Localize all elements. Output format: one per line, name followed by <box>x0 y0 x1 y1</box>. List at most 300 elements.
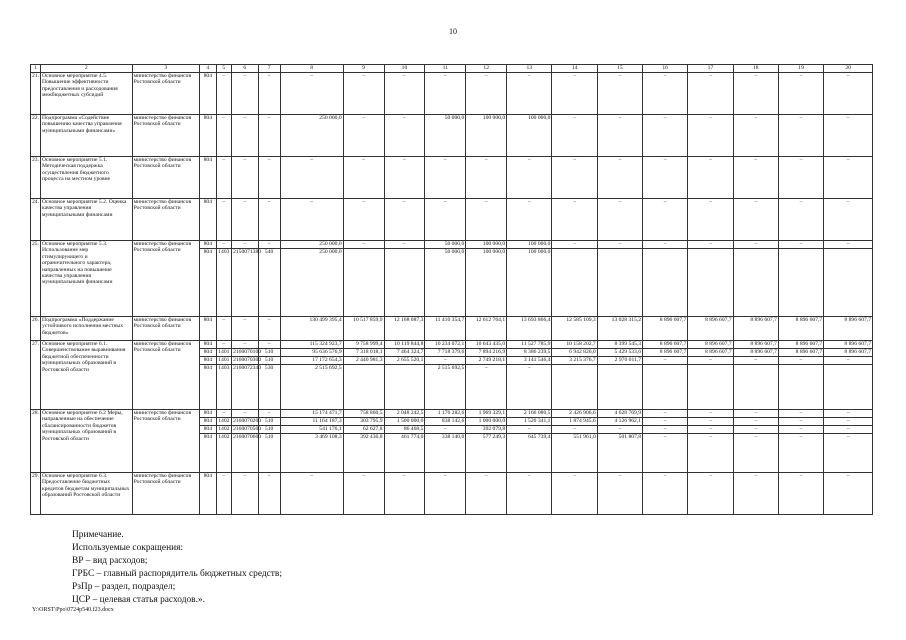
page-number: 10 <box>449 27 457 36</box>
amount-cell: – <box>733 426 778 434</box>
amount-cell: – <box>552 115 597 157</box>
amount-cell: – <box>643 357 688 365</box>
amount-cell: – <box>824 434 873 473</box>
code-cell: – <box>258 410 280 418</box>
amount-cell: – <box>384 241 425 249</box>
amount-cell: – <box>425 73 466 115</box>
amount-cell: 8 896 607,7 <box>733 317 778 341</box>
note-item: ЦСР – целевая статья расходов.». <box>72 595 205 605</box>
amount-cell: 100 000,0 <box>507 241 552 249</box>
amount-cell: 50 000,0 <box>425 241 466 249</box>
amount-cell: 9 758 999,4 <box>343 341 384 349</box>
amount-cell: – <box>778 426 823 434</box>
code-cell: 804 <box>200 349 217 357</box>
amount-cell: 8 896 607,7 <box>643 317 688 341</box>
amount-cell: – <box>466 199 507 241</box>
note-item: РзПр – раздел, подраздел; <box>72 582 176 592</box>
event-name: Подпрограмма «Поддержание устойчивого исполнения местных бюджетов» <box>40 317 132 341</box>
amount-cell: – <box>688 434 733 473</box>
header-cell: 18 <box>733 65 778 73</box>
amount-cell <box>778 365 823 410</box>
amount-cell: 7 318 018,1 <box>343 349 384 357</box>
amount-cell: 10 119 844,8 <box>384 341 425 349</box>
executor: министерство финансов Ростовской области <box>132 157 199 199</box>
event-name: Основное мероприятие 5.3. Использование мер стимулирующего и ограничительного характера, направленных на повышение качества управления муниципальными финансами <box>40 241 132 317</box>
table-row <box>31 341 873 349</box>
amount-cell: 551 961,0 <box>552 434 597 473</box>
amount-cell: – <box>778 357 823 365</box>
amount-cell: 8 399 545,3 <box>597 341 642 349</box>
code-cell: – <box>216 317 231 341</box>
amount-cell <box>778 249 823 317</box>
file-path: Y:\ORST\Ppo\0724p540.f23.docx <box>32 607 114 613</box>
amount-cell: – <box>643 473 688 515</box>
code-cell: 510 <box>258 426 280 434</box>
amount-cell: 2 655 520,1 <box>384 357 425 365</box>
code-cell: 1401 <box>216 357 231 365</box>
amount-cell: – <box>597 199 642 241</box>
amount-cell: 4 126 962,1 <box>597 418 642 426</box>
amount-cell: – <box>733 157 778 199</box>
amount-cell: 100 000,0 <box>466 241 507 249</box>
amount-cell: 15 174 471,7 <box>280 410 343 418</box>
amount-cell: – <box>778 157 823 199</box>
amount-cell: – <box>597 241 642 249</box>
code-cell: 804 <box>200 341 217 349</box>
amount-cell: – <box>824 115 873 157</box>
amount-cell: – <box>280 473 343 515</box>
row-number: 28. <box>31 410 41 473</box>
code-cell: 804 <box>200 241 217 249</box>
amount-cell: 4 628 769,9 <box>597 410 642 418</box>
event-name: Основное мероприятие 4.5. Повышение эффективности предоставления и расходования межбюджетных субсидий <box>40 73 132 115</box>
amount-cell: 100 000,0 <box>507 115 552 157</box>
code-cell: 2160070500 <box>233 426 262 432</box>
header-cell: 6 <box>232 65 259 73</box>
row-number: 27. <box>31 341 41 410</box>
amount-cell: – <box>733 434 778 473</box>
amount-cell: – <box>733 73 778 115</box>
header-cell: 3 <box>132 65 199 73</box>
code-cell: 804 <box>200 365 217 410</box>
amount-cell: – <box>384 115 425 157</box>
row-number: 21. <box>31 73 41 115</box>
amount-cell: 250 000,0 <box>280 241 343 249</box>
executor: министерство финансов Ростовской области <box>132 241 199 317</box>
code-cell: – <box>258 473 280 515</box>
amount-cell: – <box>778 434 823 473</box>
code-cell: 2150071380 <box>232 249 259 317</box>
amount-cell: 541 176,1 <box>280 426 343 434</box>
amount-cell: 11 164 187,3 <box>280 418 343 426</box>
header-cell: 19 <box>778 65 823 73</box>
code-cell: – <box>232 410 259 418</box>
code-cell: – <box>232 241 259 249</box>
amount-cell: 303 795,9 <box>343 418 384 426</box>
amount-cell: – <box>466 73 507 115</box>
amount-cell: – <box>643 410 688 418</box>
amount-cell: 6 942 826,0 <box>552 349 597 357</box>
header-cell: 20 <box>824 65 873 73</box>
amount-cell: 115 324 923,7 <box>280 341 343 349</box>
amount-cell: – <box>597 73 642 115</box>
amount-cell: 645 739,4 <box>507 434 552 473</box>
code-cell: 2160070300 <box>233 357 262 363</box>
amount-cell: 392 436,8 <box>343 434 384 473</box>
event-name: Основное мероприятие 5.2. Оценка качества управления муниципальными финансами <box>40 199 132 241</box>
notes-subtitle: Используемые сокращения: <box>72 543 184 553</box>
header-cell: 15 <box>597 65 642 73</box>
code-cell: 804 <box>200 426 217 434</box>
amount-cell: – <box>343 157 384 199</box>
amount-cell: – <box>778 473 823 515</box>
code-cell: – <box>258 73 280 115</box>
amount-cell: – <box>597 157 642 199</box>
amount-cell: 7 464 324,7 <box>384 349 425 357</box>
code-cell: 804 <box>200 317 217 341</box>
code-cell: 1403 <box>216 365 231 410</box>
amount-cell: – <box>280 73 343 115</box>
note-item: ГРБС – главный распорядитель бюджетных средств; <box>72 569 282 579</box>
amount-cell: – <box>552 199 597 241</box>
row-number: 22. <box>31 115 41 157</box>
code-cell: 804 <box>200 157 217 199</box>
amount-cell: – <box>643 241 688 249</box>
code-cell: 1402 <box>216 426 231 434</box>
code-cell: 804 <box>200 434 217 473</box>
header-cell: 7 <box>258 65 280 73</box>
amount-cell: – <box>643 199 688 241</box>
amount-cell: – <box>552 73 597 115</box>
amount-cell: – <box>733 418 778 426</box>
table-row <box>31 241 873 249</box>
amount-cell: 8 896 607,7 <box>733 341 778 349</box>
amount-cell <box>733 365 778 410</box>
code-cell: – <box>216 73 231 115</box>
amount-cell: 12 168 087,3 <box>384 317 425 341</box>
amount-cell: 250 000,0 <box>280 249 343 317</box>
executor: министерство финансов Ростовской области <box>132 115 199 157</box>
amount-cell: – <box>552 157 597 199</box>
code-cell: – <box>258 199 280 241</box>
code-cell: 804 <box>200 115 217 157</box>
code-cell: 1401 <box>216 349 231 357</box>
code-cell: 510 <box>258 357 280 365</box>
amount-cell: – <box>466 157 507 199</box>
amount-cell: 2 440 981,3 <box>343 357 384 365</box>
header-cell: 17 <box>688 65 733 73</box>
amount-cell: – <box>552 426 597 434</box>
code-cell: – <box>216 199 231 241</box>
amount-cell: 2 426 906,6 <box>552 410 597 418</box>
event-name: Основное мероприятие 5.1. Методическая поддержка осуществления бюджетного процесса на местном уровне <box>40 157 132 199</box>
amount-cell: – <box>824 241 873 249</box>
note-item: ВР – вид расходов; <box>72 556 148 566</box>
amount-cell: 86 468,5 <box>384 426 425 434</box>
amount-cell: – <box>597 115 642 157</box>
amount-cell: – <box>824 157 873 199</box>
amount-cell: 1 500 000,0 <box>384 418 425 426</box>
amount-cell: 2 048 242,5 <box>384 410 425 418</box>
amount-cell: – <box>280 157 343 199</box>
code-cell: 804 <box>200 418 217 426</box>
code-cell: 804 <box>200 357 217 365</box>
amount-cell: 100 000,0 <box>466 115 507 157</box>
code-cell: 510 <box>258 418 280 426</box>
amount-cell <box>343 249 384 317</box>
amount-cell: – <box>552 473 597 515</box>
amount-cell: – <box>643 418 688 426</box>
amount-cell: – <box>384 473 425 515</box>
amount-cell <box>343 365 384 410</box>
amount-cell: – <box>824 418 873 426</box>
amount-cell: – <box>733 241 778 249</box>
code-cell: 530 <box>258 365 280 410</box>
header-cell: 5 <box>216 65 231 73</box>
amount-cell: 392 079,8 <box>466 426 507 434</box>
amount-cell: 8 896 607,7 <box>824 317 873 341</box>
amount-cell: – <box>688 73 733 115</box>
budget-table <box>30 64 873 515</box>
header-cell: 11 <box>425 65 466 73</box>
amount-cell: 100 000,0 <box>466 249 507 317</box>
amount-cell: – <box>688 426 733 434</box>
code-cell: 804 <box>200 73 217 115</box>
code-cell: – <box>232 199 259 241</box>
amount-cell: 8 896 607,7 <box>824 349 873 357</box>
amount-cell: 11 527 785,9 <box>507 341 552 349</box>
code-cell: 2160070600 <box>232 434 259 473</box>
row-number: 26. <box>31 317 41 341</box>
amount-cell: 3 469 108,3 <box>280 434 343 473</box>
event-name: Подпрограмма «Содействие повышению качества управления муниципальными финансами» <box>40 115 132 157</box>
amount-cell: – <box>425 426 466 434</box>
row-number: 23. <box>31 157 41 199</box>
amount-cell: 8 896 607,7 <box>688 317 733 341</box>
amount-cell: 13 693 866,4 <box>507 317 552 341</box>
amount-cell: 758 860,5 <box>343 410 384 418</box>
amount-cell: – <box>384 199 425 241</box>
amount-cell: – <box>733 199 778 241</box>
amount-cell: – <box>507 365 552 410</box>
amount-cell: – <box>643 115 688 157</box>
amount-cell: – <box>425 199 466 241</box>
header-cell: 4 <box>200 65 217 73</box>
amount-cell: – <box>643 157 688 199</box>
amount-cell: 250 000,0 <box>280 115 343 157</box>
code-cell: 540 <box>258 249 280 317</box>
amount-cell: 8 896 607,7 <box>688 341 733 349</box>
amount-cell: 95 636 576,9 <box>280 349 343 357</box>
amount-cell: 8 896 607,7 <box>733 349 778 357</box>
header-cell: 1 <box>31 65 41 73</box>
amount-cell: 17 172 654,3 <box>280 357 343 365</box>
amount-cell: – <box>688 115 733 157</box>
amount-cell <box>384 249 425 317</box>
amount-cell: – <box>597 426 642 434</box>
amount-cell: – <box>384 157 425 199</box>
amount-cell: 50 000,0 <box>425 249 466 317</box>
executor: министерство финансов Ростовской области <box>132 410 199 473</box>
notes-block <box>72 529 282 607</box>
executor: министерство финансов Ростовской области <box>132 473 199 515</box>
header-cell: 2 <box>40 65 132 73</box>
code-cell: 2160070200 <box>233 418 262 424</box>
code-cell: 804 <box>200 410 217 418</box>
header-cell: 9 <box>343 65 384 73</box>
amount-cell: – <box>688 473 733 515</box>
executor: министерство финансов Ростовской области <box>132 317 199 341</box>
amount-cell: 3 141 546,4 <box>507 357 552 365</box>
amount-cell: 12 612 764,1 <box>466 317 507 341</box>
amount-cell: – <box>507 473 552 515</box>
table-row <box>31 157 873 199</box>
executor: министерство финансов Ростовской области <box>132 199 199 241</box>
event-name: Основное мероприятие 6.2 Меры, направленные на обеспечение сбалансированности бюджетов муниципальных образований в Ростовской области <box>40 410 132 473</box>
amount-cell: – <box>343 241 384 249</box>
amount-cell: – <box>384 73 425 115</box>
code-cell: – <box>258 157 280 199</box>
amount-cell: 8 896 607,7 <box>778 341 823 349</box>
amount-cell: – <box>552 241 597 249</box>
event-name: Основное мероприятие 6.3. Предоставление бюджетных кредитов бюджетам муниципальных образований Ростовской области <box>40 473 132 515</box>
amount-cell: 8 896 607,7 <box>643 341 688 349</box>
amount-cell: – <box>824 410 873 418</box>
code-cell: – <box>232 341 259 349</box>
amount-cell: 8 896 607,7 <box>688 349 733 357</box>
header-cell: 13 <box>507 65 552 73</box>
amount-cell: 100 000,0 <box>507 249 552 317</box>
amount-cell: – <box>778 410 823 418</box>
amount-cell: 10 234 072,1 <box>425 341 466 349</box>
header-cell: 10 <box>384 65 425 73</box>
executor: министерство финансов Ростовской области <box>132 73 199 115</box>
amount-cell: – <box>597 473 642 515</box>
amount-cell: 62 627,8 <box>343 426 384 434</box>
amount-cell: 8 896 607,7 <box>643 349 688 357</box>
code-cell: 804 <box>200 199 217 241</box>
code-cell: 804 <box>200 473 217 515</box>
amount-cell: – <box>778 418 823 426</box>
header-cell: 14 <box>552 65 597 73</box>
amount-cell: – <box>280 199 343 241</box>
amount-cell: 2 166 080,5 <box>507 410 552 418</box>
amount-cell: 50 000,0 <box>425 115 466 157</box>
amount-cell: 338 140,0 <box>425 434 466 473</box>
amount-cell: – <box>643 426 688 434</box>
amount-cell: 11 410 354,7 <box>425 317 466 341</box>
amount-cell: – <box>507 426 552 434</box>
amount-cell <box>824 249 873 317</box>
amount-cell: 12 585 109,3 <box>552 317 597 341</box>
amount-cell: – <box>688 199 733 241</box>
code-cell: – <box>216 341 231 349</box>
table-body <box>31 65 873 515</box>
amount-cell: – <box>466 473 507 515</box>
code-cell: – <box>216 473 231 515</box>
amount-cell: 1 520 341,1 <box>507 418 552 426</box>
amount-cell: 1 874 945,6 <box>552 418 597 426</box>
amount-cell <box>384 365 425 410</box>
amount-cell: – <box>425 473 466 515</box>
amount-cell: 577 249,3 <box>466 434 507 473</box>
amount-cell: – <box>688 357 733 365</box>
amount-cell: 1 176 282,6 <box>425 410 466 418</box>
code-cell: 1403 <box>216 249 231 317</box>
amount-cell: 13 028 315,2 <box>597 317 642 341</box>
amount-cell: – <box>778 199 823 241</box>
amount-cell: – <box>343 73 384 115</box>
code-cell: 1402 <box>216 434 231 473</box>
table-row <box>31 473 873 515</box>
code-cell: 2160070100 <box>233 349 262 355</box>
amount-cell <box>824 365 873 410</box>
amount-cell: 10 517 859,9 <box>343 317 384 341</box>
code-cell: – <box>216 157 231 199</box>
amount-cell: – <box>824 199 873 241</box>
amount-cell: – <box>507 157 552 199</box>
code-cell: – <box>232 157 259 199</box>
amount-cell: – <box>824 73 873 115</box>
amount-cell: – <box>643 73 688 115</box>
amount-cell: – <box>507 199 552 241</box>
code-cell: – <box>232 73 259 115</box>
amount-cell: 8 386 239,5 <box>507 349 552 357</box>
row-number: 25. <box>31 241 41 317</box>
code-cell: – <box>258 341 280 349</box>
header-cell: 12 <box>466 65 507 73</box>
code-cell: 804 <box>200 249 217 317</box>
header-row <box>31 65 873 73</box>
code-cell: – <box>258 241 280 249</box>
amount-cell: – <box>778 73 823 115</box>
amount-cell: – <box>343 473 384 515</box>
amount-cell: 10 158 202,7 <box>552 341 597 349</box>
code-cell: – <box>232 317 259 341</box>
amount-cell <box>643 249 688 317</box>
amount-cell: – <box>688 157 733 199</box>
amount-cell: 8 896 607,7 <box>824 341 873 349</box>
amount-cell: 1 000 000,0 <box>466 418 507 426</box>
amount-cell: – <box>733 115 778 157</box>
code-cell: – <box>258 317 280 341</box>
amount-cell: 3 215 376,7 <box>552 357 597 365</box>
amount-cell: – <box>425 157 466 199</box>
amount-cell: – <box>824 473 873 515</box>
header-cell: 16 <box>643 65 688 73</box>
amount-cell: 8 896 607,7 <box>778 317 823 341</box>
row-number: 24. <box>31 199 41 241</box>
amount-cell: 5 429 533,6 <box>597 349 642 357</box>
amount-cell: 8 896 607,7 <box>778 349 823 357</box>
amount-cell: – <box>643 434 688 473</box>
amount-cell: – <box>733 473 778 515</box>
code-cell: – <box>216 410 231 418</box>
amount-cell: 501 807,8 <box>597 434 642 473</box>
amount-cell: – <box>733 410 778 418</box>
code-cell: – <box>232 473 259 515</box>
notes-title: Примечание. <box>72 530 124 540</box>
amount-cell: 130 499 395,4 <box>280 317 343 341</box>
amount-cell: – <box>824 357 873 365</box>
table-row <box>31 317 873 341</box>
amount-cell: 1 969 329,1 <box>466 410 507 418</box>
event-name: Основное мероприятие 6.1. Совершенствование выравнивания бюджетной обеспеченности муниципальных образований в Ростовской области <box>40 341 132 410</box>
amount-cell: 838 142,6 <box>425 418 466 426</box>
code-cell: 2160072340 <box>232 365 259 410</box>
code-cell: 510 <box>258 349 280 357</box>
amount-cell: – <box>466 365 507 410</box>
